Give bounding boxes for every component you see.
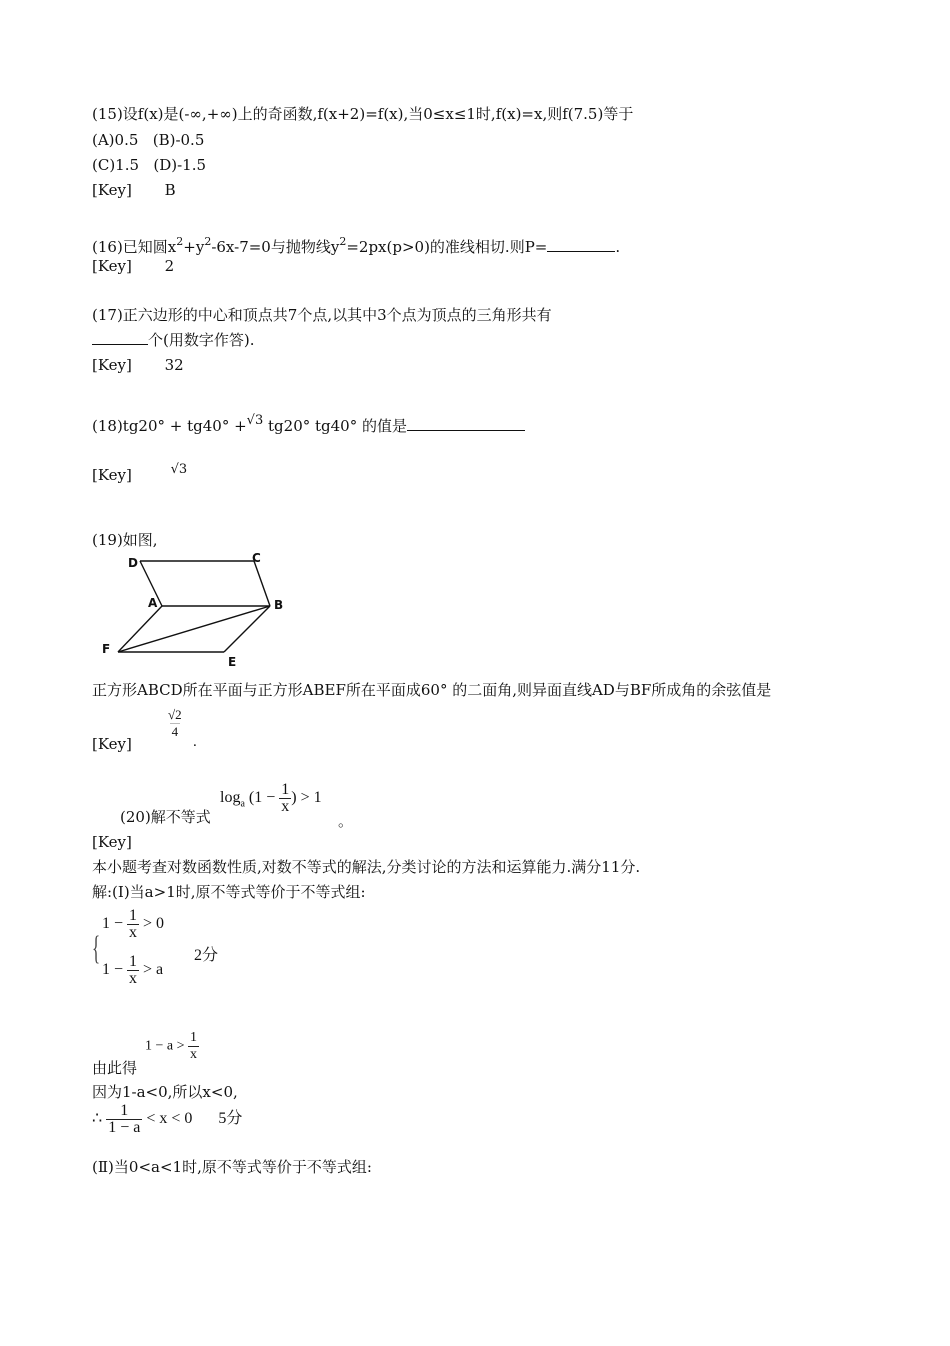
q16-key-value: 2 (164, 257, 175, 275)
fraction-numerator: 1 (129, 907, 138, 924)
q18-part: tg20° tg40° 的值是 (268, 417, 407, 435)
q18-key-value: √3 (170, 462, 188, 477)
q19-key-end: . (193, 734, 197, 750)
expr-part: (1 − (248, 789, 276, 807)
point-label-d: D (128, 556, 138, 570)
q20-key-label: [Key] (92, 833, 132, 851)
q17-line1: (17)正六边形的中心和顶点共7个点,以其中3个点为顶点的三角形共有 (92, 306, 552, 324)
q20-intro: (20)解不等式 (120, 808, 211, 826)
fraction-numerator: 1 (190, 1030, 198, 1045)
q15-option-a: (A)0.5 (92, 131, 139, 149)
q15-options-row1 (92, 130, 204, 150)
q15-key-value: B (164, 181, 176, 199)
fraction-denominator: x (190, 1047, 198, 1062)
fraction-numerator: 1 (120, 1102, 129, 1119)
q20-because: 因为1-a<0,所以x<0, (92, 1083, 238, 1101)
expr-part: ) > 1 (291, 789, 322, 807)
expr-part: > 0 (143, 915, 165, 933)
score-2: 2分 (194, 947, 219, 964)
key-label: [Key] (92, 466, 132, 484)
q19-key-fraction (166, 707, 184, 740)
point-label-e: E (228, 655, 237, 669)
q16-part: =2px(p>0)的准线相切.则P= (346, 238, 548, 256)
q18-text (92, 411, 525, 436)
log-base: a (240, 798, 245, 810)
fraction-numerator: 1 (129, 953, 138, 970)
q15-text: (15)设f(x)是(-∞,+∞)上的奇函数,f(x+2)=f(x),当0≤x≤1时,f(x)=x,则f(7.5)等于 (92, 105, 634, 123)
q16-sup: 2 (176, 235, 184, 248)
q16-text (92, 232, 620, 257)
brace-icon: { (92, 930, 101, 967)
q19-intro: (19)如图, (92, 531, 158, 549)
fraction-numerator: √2 (168, 707, 182, 722)
key-label: [Key] (92, 257, 132, 275)
fraction-denominator: x (129, 970, 138, 987)
q15-key-line (92, 180, 176, 200)
q16-part: +y (183, 238, 205, 256)
answer-blank (547, 237, 615, 252)
q20-case1: 解:(Ⅰ)当a>1时,原不等式等价于不等式组: (92, 883, 366, 901)
fraction-denominator: 4 (171, 724, 179, 739)
q19-figure (96, 548, 296, 670)
q19-key-label: [Key] (92, 735, 132, 753)
fraction-denominator: x (281, 798, 290, 815)
fraction-denominator: x (129, 924, 138, 941)
q20-end: 。 (338, 814, 354, 830)
q16-key-line (92, 256, 174, 276)
log-text: log (220, 789, 241, 807)
q20-case2: (Ⅱ)当0<a<1时,原不等式等价于不等式组: (92, 1158, 372, 1176)
point-label-f: F (102, 642, 111, 656)
system-line-1 (102, 908, 164, 941)
q17-line2 (92, 330, 254, 350)
system-line-2 (102, 954, 163, 987)
q17-key-value: 32 (164, 356, 184, 374)
q15-options-row2 (92, 155, 206, 175)
key-label: [Key] (92, 181, 132, 199)
key-label: [Key] (92, 356, 132, 374)
q16-part: . (615, 238, 621, 256)
q19-text: 正方形ABCD所在平面与正方形ABEF所在平面成60° 的二面角,则异面直线AD与BF所成角的余弦值是 (92, 681, 772, 699)
therefore-line (92, 1103, 242, 1136)
expr-part: 1 − (102, 915, 124, 933)
q15-option-d: (D)-1.5 (153, 156, 207, 174)
hence-expression (145, 1030, 199, 1063)
q17-key-line (92, 355, 184, 375)
expr-part: < x < 0 (146, 1110, 193, 1128)
answer-blank (92, 330, 148, 345)
score-5: 5分 (218, 1110, 243, 1128)
q18-key-line (92, 460, 187, 485)
fraction-denominator: 1 − a (108, 1119, 141, 1136)
sqrt3-term: √3 (246, 413, 264, 428)
expr-part: > a (143, 961, 164, 979)
point-label-a: A (148, 596, 158, 610)
answer-blank (407, 416, 525, 431)
edge-cb (254, 561, 270, 606)
expr-part: 1 − (102, 961, 124, 979)
point-label-b: B (274, 598, 284, 612)
q20-description: 本小题考查对数函数性质,对数不等式的解法,分类讨论的方法和运算能力.满分11分. (92, 858, 641, 876)
q16-sup: 2 (204, 235, 212, 248)
fraction-numerator: 1 (281, 781, 290, 798)
q16-part: -6x-7=0与抛物线y (211, 238, 340, 256)
q16-sup: 2 (339, 235, 347, 248)
q16-part: (16)已知圆x (92, 238, 177, 256)
q15-option-b: (B)-0.5 (152, 131, 205, 149)
therefore-symbol: ∴ (92, 1110, 103, 1128)
q20-inequality (220, 782, 322, 815)
point-label-c: C (252, 551, 261, 565)
q18-part: (18)tg20° + tg40° + (92, 417, 247, 435)
expr-part: 1 − a > (145, 1038, 185, 1054)
q15-option-c: (C)1.5 (92, 156, 140, 174)
q20-hence: 由此得 (92, 1059, 138, 1077)
q17-line2-text: 个(用数字作答). (148, 331, 255, 349)
